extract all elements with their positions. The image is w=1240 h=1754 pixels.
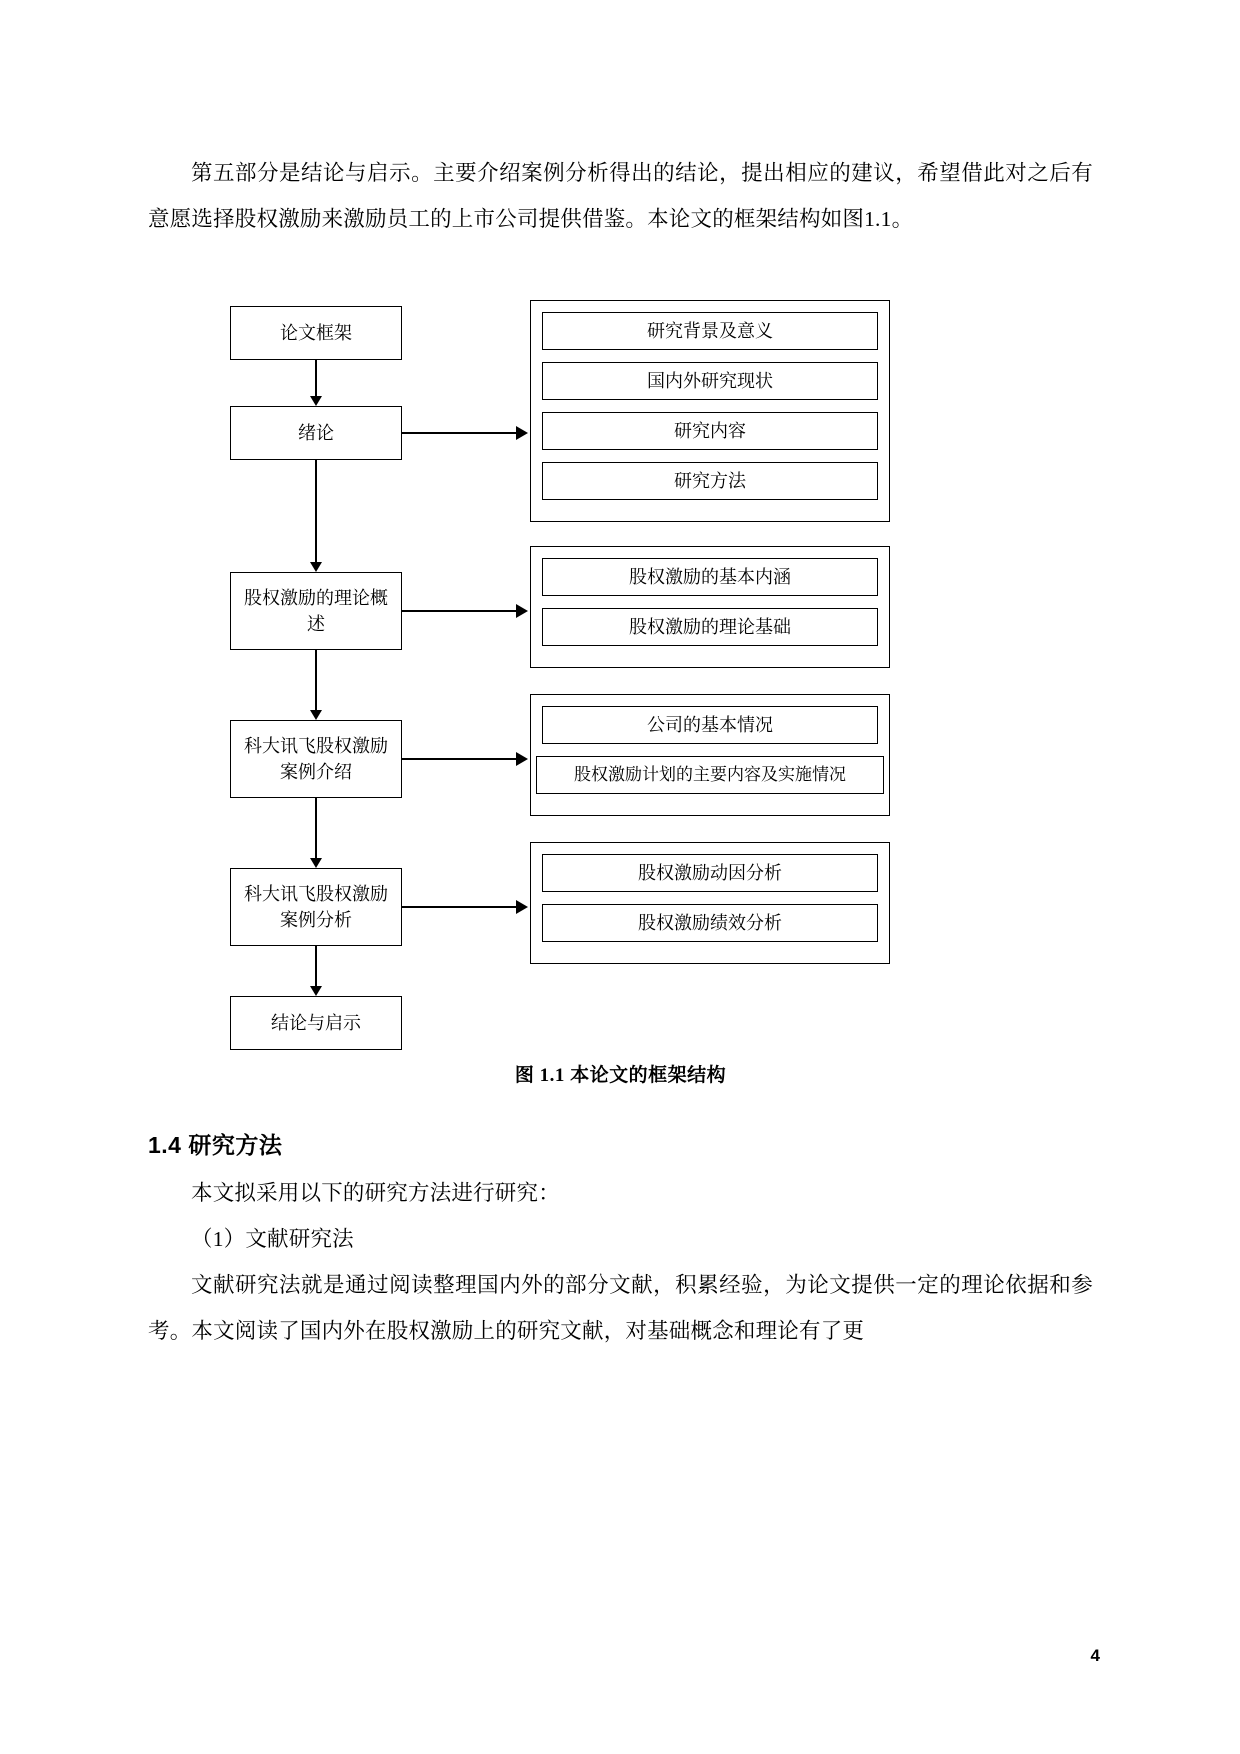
paragraph-intro: 第五部分是结论与启示。主要介绍案例分析得出的结论，提出相应的建议，希望借此对之后有意愿选择股权激励来激励员工的上市公司提供借鉴。本论文的框架结构如图1.1。 (148, 161, 1093, 231)
item-equity-theoretical-basis: 股权激励的理论基础 (542, 608, 878, 646)
connector-theory-to-group (402, 610, 518, 612)
node-chapter-theory: 股权激励的理论概述 (230, 572, 402, 650)
page-content (148, 150, 1093, 1354)
arrow-title-to-intro (310, 396, 322, 406)
item-research-method: 研究方法 (542, 462, 878, 500)
paragraph-literature-method: 文献研究法就是通过阅读整理国内外的部分文献，积累经验，为论文提供一定的理论依据和参考。本文阅读了国内外在股权激励上的研究文献，对基础概念和理论有了更 (148, 1273, 1093, 1343)
node-chapter-case-analysis: 科大讯飞股权激励案例分析 (230, 868, 402, 946)
connector-case-analysis-to-group (402, 906, 518, 908)
arrow-intro-to-group (516, 426, 528, 440)
arrow-theory-to-case-intro (310, 710, 322, 720)
arrow-intro-to-theory (310, 562, 322, 572)
connector-case-intro-to-group (402, 758, 518, 760)
arrow-case-intro-to-group (516, 752, 528, 766)
item-motivation-analysis: 股权激励动因分析 (542, 854, 878, 892)
node-chapter-case-intro: 科大讯飞股权激励案例介绍 (230, 720, 402, 798)
item-equity-basic-connotation: 股权激励的基本内涵 (542, 558, 878, 596)
node-thesis-framework: 论文框架 (230, 306, 402, 360)
item-plan-content-and-implementation: 股权激励计划的主要内容及实施情况 (536, 756, 884, 794)
item-research-status: 国内外研究现状 (542, 362, 878, 400)
connector-intro-to-group (402, 432, 518, 434)
connector-case-intro-to-analysis (315, 798, 317, 866)
page-number: 4 (1090, 1646, 1100, 1665)
arrow-case-intro-to-analysis (310, 858, 322, 868)
paragraph-method-intro: 本文拟采用以下的研究方法进行研究： (191, 1181, 560, 1205)
item-company-profile: 公司的基本情况 (542, 706, 878, 744)
arrow-theory-to-group (516, 604, 528, 618)
connector-intro-to-theory (315, 460, 317, 570)
item-research-content: 研究内容 (542, 412, 878, 450)
paragraph-method-item-1: （1）文献研究法 (191, 1227, 354, 1251)
arrow-case-analysis-to-group (516, 900, 528, 914)
item-performance-analysis: 股权激励绩效分析 (542, 904, 878, 942)
framework-flowchart (148, 282, 1093, 1042)
item-research-background: 研究背景及意义 (542, 312, 878, 350)
node-conclusion: 结论与启示 (230, 996, 402, 1050)
node-chapter-introduction: 绪论 (230, 406, 402, 460)
arrow-analysis-to-conclusion (310, 986, 322, 996)
connector-theory-to-case-intro (315, 650, 317, 718)
figure-caption: 图 1.1 本论文的框架结构 (514, 1065, 727, 1086)
section-heading-research-method: 1.4 研究方法 (148, 1132, 283, 1158)
